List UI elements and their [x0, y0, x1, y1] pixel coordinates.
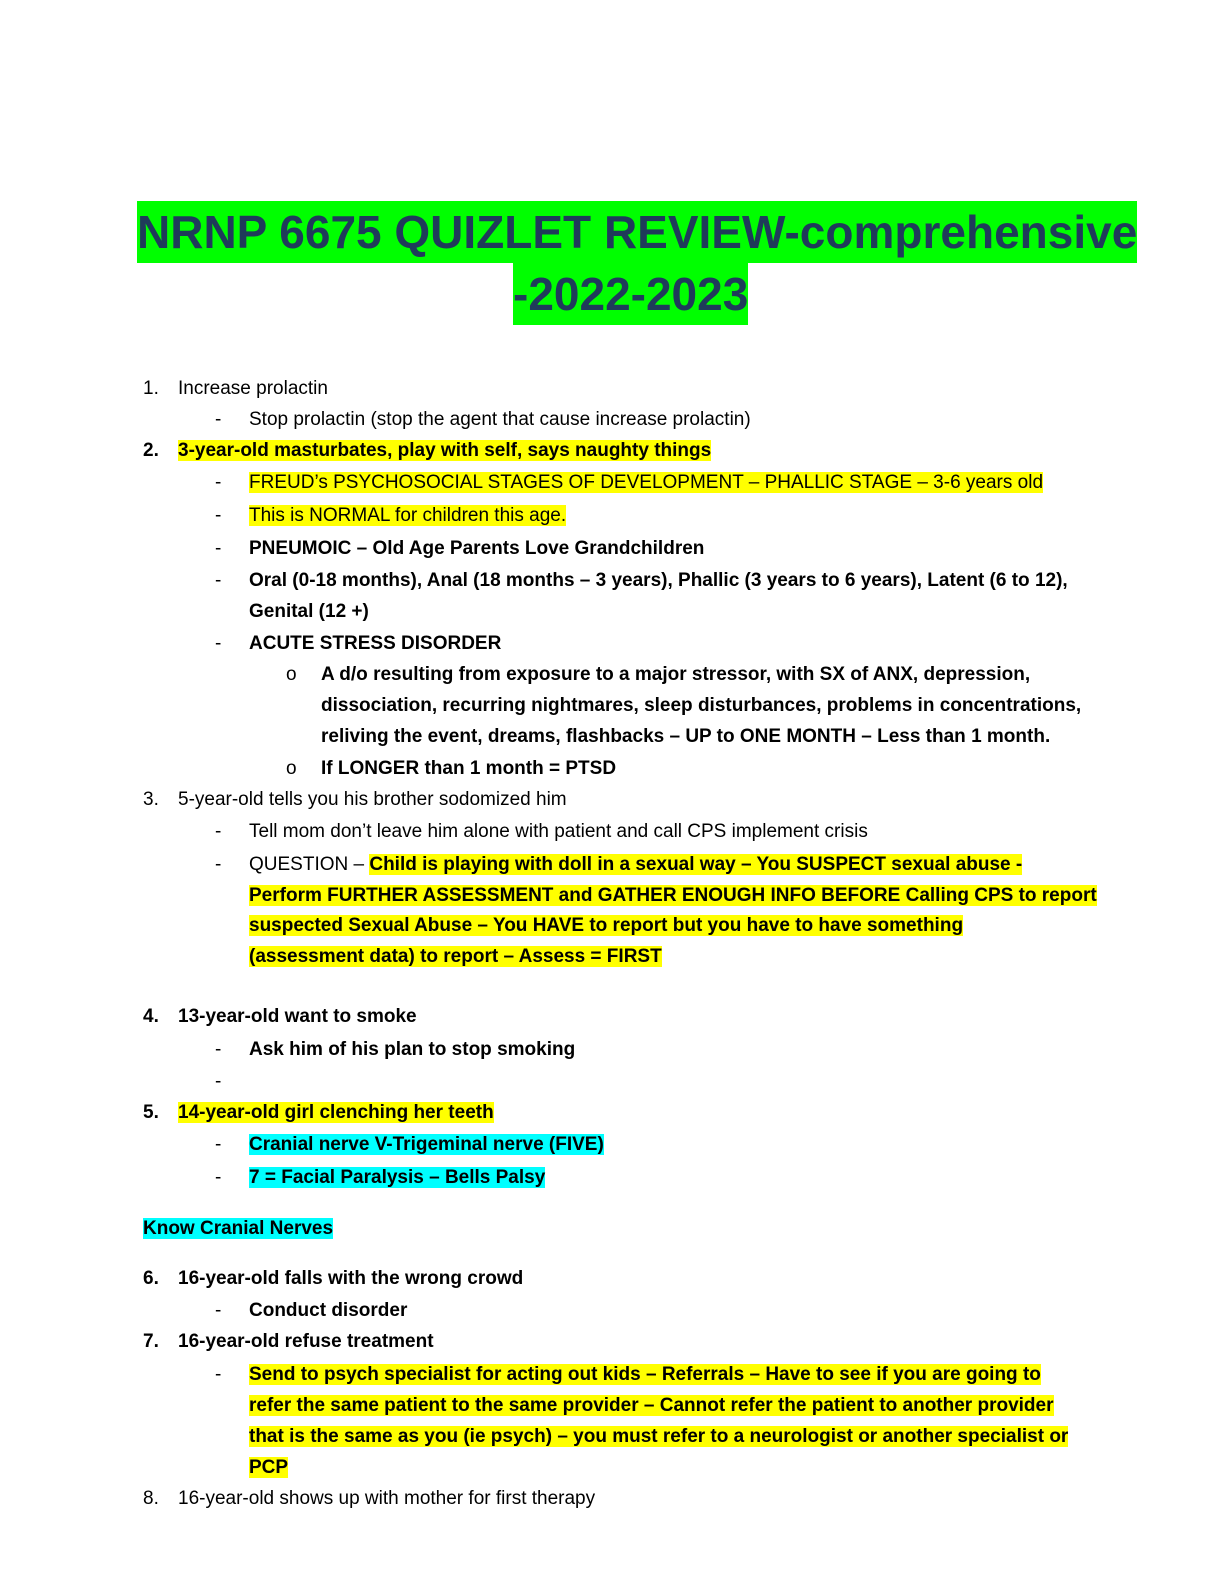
- list-number: 3.: [143, 789, 159, 810]
- list-number: 6.: [143, 1268, 159, 1289]
- dash-bullet: -: [215, 1134, 222, 1155]
- list-number: 5.: [143, 1102, 159, 1123]
- sub-item: Cranial nerve V-Trigeminal nerve (FIVE): [249, 1134, 604, 1155]
- sub-item: [249, 852, 1022, 877]
- sub-sub-item-continued: dissociation, recurring nightmares, sleep disturbances, problems in concentrations,: [321, 695, 1082, 716]
- dash-bullet: -: [215, 1039, 222, 1060]
- dash-bullet: -: [215, 1364, 222, 1385]
- dash-bullet: -: [215, 472, 222, 493]
- sub-item-continued: Perform FURTHER ASSESSMENT and GATHER ENOUGH INFO BEFORE Calling CPS to report: [249, 885, 1097, 906]
- sub-sub-item-continued: reliving the event, dreams, flashbacks – UP to ONE MONTH – Less than 1 month.: [321, 726, 1051, 747]
- sub-item: Tell mom don’t leave him alone with patient and call CPS implement crisis: [249, 821, 868, 842]
- dash-bullet: -: [215, 505, 222, 526]
- dash-bullet: -: [215, 1167, 222, 1188]
- sub-item-continued: Genital (12 +): [249, 601, 369, 622]
- dash-bullet: -: [215, 409, 222, 430]
- dash-bullet: -: [215, 1071, 222, 1092]
- sub-item-continued: refer the same patient to the same provider – Cannot refer the patient to another provider: [249, 1395, 1054, 1416]
- sub-item: Oral (0-18 months), Anal (18 months – 3 years), Phallic (3 years to 6 years), Latent (6 to 12),: [249, 570, 1068, 591]
- dash-bullet: -: [215, 570, 222, 591]
- sub-item: Ask him of his plan to stop smoking: [249, 1039, 576, 1060]
- list-item: 3-year-old masturbates, play with self, says naughty things: [178, 440, 712, 461]
- circle-bullet: o: [286, 758, 297, 779]
- sub-item: This is NORMAL for children this age.: [249, 505, 567, 526]
- list-item: 16-year-old refuse treatment: [178, 1331, 434, 1352]
- dash-bullet: -: [215, 1300, 222, 1321]
- list-item: 5-year-old tells you his brother sodomized him: [178, 789, 567, 810]
- sub-item: Stop prolactin (stop the agent that cause increase prolactin): [249, 409, 751, 430]
- document-title-line-2: -2022-2023: [513, 263, 748, 325]
- list-item: 14-year-old girl clenching her teeth: [178, 1102, 494, 1123]
- list-number: 2.: [143, 440, 159, 461]
- list-item: 13-year-old want to smoke: [178, 1006, 417, 1027]
- list-item: 16-year-old falls with the wrong crowd: [178, 1268, 524, 1289]
- sub-item-continued: that is the same as you (ie psych) – you must refer to a neurologist or another specialist or: [249, 1426, 1069, 1447]
- sub-item: ACUTE STRESS DISORDER: [249, 633, 502, 654]
- list-number: 4.: [143, 1006, 159, 1027]
- sub-item: FREUD’s PSYCHOSOCIAL STAGES OF DEVELOPMENT – PHALLIC STAGE – 3-6 years old: [249, 472, 1044, 493]
- dash-bullet: -: [215, 633, 222, 654]
- sub-item: Send to psych specialist for acting out kids – Referrals – Have to see if you are going to: [249, 1364, 1041, 1385]
- sub-item-continued: PCP: [249, 1457, 289, 1478]
- document-title-line-1: NRNP 6675 QUIZLET REVIEW-comprehensive: [137, 201, 1137, 263]
- sub-item-continued: (assessment data) to report – Assess = FIRST: [249, 946, 662, 967]
- question-text: Child is playing with doll in a sexual way – You SUSPECT sexual abuse -: [369, 854, 1023, 875]
- sub-item-continued: suspected Sexual Abuse – You HAVE to report but you have to have something: [249, 915, 964, 936]
- list-item: Increase prolactin: [178, 378, 328, 399]
- sub-sub-item: A d/o resulting from exposure to a major stressor, with SX of ANX, depression,: [321, 664, 1031, 685]
- sub-sub-item: If LONGER than 1 month = PTSD: [321, 758, 617, 779]
- sub-item: Conduct disorder: [249, 1300, 408, 1321]
- know-cranial-nerves-note: Know Cranial Nerves: [143, 1218, 334, 1239]
- sub-item: 7 = Facial Paralysis – Bells Palsy: [249, 1167, 546, 1188]
- list-number: 1.: [143, 378, 159, 399]
- question-prefix: QUESTION –: [249, 854, 370, 875]
- list-number: 7.: [143, 1331, 159, 1352]
- list-number: 8.: [143, 1488, 159, 1509]
- dash-bullet: -: [215, 821, 222, 842]
- circle-bullet: o: [286, 664, 297, 685]
- sub-item: PNEUMOIC – Old Age Parents Love Grandchildren: [249, 538, 705, 559]
- dash-bullet: -: [215, 854, 222, 875]
- list-item: 16-year-old shows up with mother for first therapy: [178, 1488, 596, 1509]
- dash-bullet: -: [215, 538, 222, 559]
